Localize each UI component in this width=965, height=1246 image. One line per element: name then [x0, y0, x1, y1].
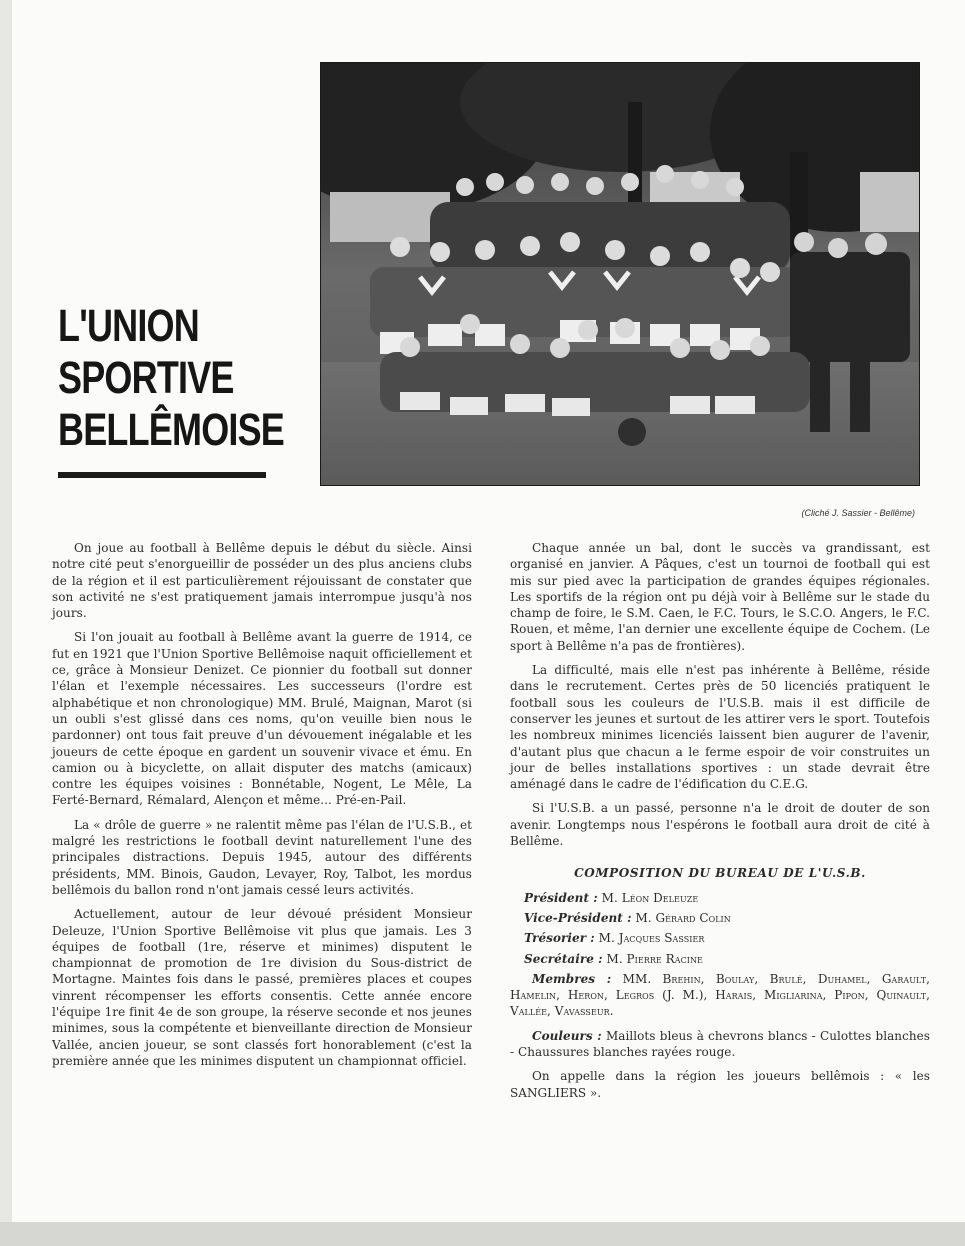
- scan-bottom-edge: [0, 1222, 965, 1246]
- title-line-3: BELLÊMOISE: [58, 404, 285, 455]
- club-colors: [510, 1028, 930, 1061]
- title-line-2: SPORTIVE: [58, 352, 234, 403]
- role-label: Couleurs :: [532, 1028, 602, 1043]
- bureau-treasurer: [524, 930, 930, 946]
- role-label: Secrétaire :: [524, 951, 603, 966]
- role-name: M. Pierre Racine: [606, 951, 703, 966]
- right-column: [510, 540, 930, 1109]
- role-label: Vice-Président :: [524, 910, 632, 925]
- scan-left-edge: [0, 0, 12, 1246]
- members-list: MM. Brehin, Boulay, Brulé, Duhamel, Garault, Hamelin, Heron, Legros (J. M.), Harais, Migliarina, Pipon, Quinault, Vallée, Vavasseur.: [510, 971, 930, 1019]
- paragraph: Actuellement, autour de leur dévoué président Monsieur Deleuze, l'Union Sportive Bellêmoise vit plus que jamais. Les 3 équipes de football (1re, réserve et minimes) disputent le championnat de promotion de 1re division du Sous-district de Mortagne. Maintes fois dans le passé, premières places et coupes vinrent récompenser les efforts consentis. Cette année encore l'équipe 1re finit 4e de son groupe, la réserve seconde et nos jeunes minimes, sous la compétente et bienveillante direction de Monsieur Vallée, ancien joueur, se sont classés fort honorablement (c'est la première année que les minimes disputent un championnat officiel.: [52, 907, 472, 1068]
- paragraph: Chaque année un bal, dont le succès va grandissant, est organisé en janvier. A Pâques, c'est un tournoi de football qui est mis sur pied avec la participation de grandes équipes régionales. Les sportifs de la région ont pu déjà voir à Bellême sur le stade du champ de foire, le S.M. Caen, le F.C. Tours, le S.C.O. Angers, le F.C. Rouen, et même, l'an dernier une excellente équipe de Cochem. (Le sport à Bellême n'a pas de frontières).: [510, 541, 930, 653]
- team-photo-illustration: [320, 62, 920, 486]
- role-name: M. Jacques Sassier: [598, 931, 705, 946]
- role-name: M. Gérard Colin: [635, 910, 731, 925]
- paragraph: Si l'U.S.B. a un passé, personne n'a le droit de douter de son avenir. Longtemps nous l'espérons le football aura droit de cité à Bellême.: [510, 801, 930, 849]
- title-line-1: L'UNION: [58, 300, 199, 351]
- bureau-president: [524, 890, 930, 906]
- bureau-heading: COMPOSITION DU BUREAU DE L'U.S.B.: [574, 866, 866, 881]
- club-nickname: On appelle dans la région les joueurs bellêmois : « les SANGLIERS ».: [510, 1069, 930, 1100]
- role-name: M. Léon Deleuze: [601, 890, 699, 905]
- bureau-members: [510, 971, 930, 1020]
- role-label: Président :: [524, 890, 598, 905]
- team-photo: [320, 62, 920, 486]
- photo-caption: (Cliché J. Sassier - Bellême): [801, 508, 915, 518]
- paragraph: On joue au football à Bellême depuis le début du siècle. Ainsi notre cité peut s'enorgueillir de posséder un des plus anciens clubs de la région et il est particulièrement réjouissant de constater que son activité ne s'est pratiquement jamais interrompue jusqu'à nos jours.: [52, 541, 472, 621]
- role-label: Trésorier :: [524, 931, 595, 946]
- role-label: Membres :: [532, 971, 612, 986]
- article-title: [58, 300, 284, 456]
- title-underline: [58, 472, 266, 478]
- colors-text: Maillots bleus à chevrons blancs - Culottes blanches - Chaussures blanches rayées rouge.: [510, 1028, 930, 1060]
- paragraph: Si l'on jouait au football à Bellême avant la guerre de 1914, ce fut en 1921 que l'Union Sportive Bellêmoise naquit officiellement et ce, grâce à Monsieur Denizet. Ce pionnier du football sut donner l'élan et l'exemple nécessaires. Les successeurs (l'ordre est alphabétique et non chronologique) MM. Brulé, Maignan, Marot (si un oubli s'est glissé dans ces noms, qu'on veuille bien nous le pardonner) ont tous fait preuve d'un dévouement inégalable et les joueurs de cette époque en gardent un souvenir vivace et ému. En camion ou à bicyclette, on allait disputer des matchs (amicaux) contre les équipes voisines : Bonnétable, Nogent, Le Mêle, La Ferté-Bernard, Rémalard, Alençon et même... Pré-en-Pail.: [52, 630, 472, 808]
- paragraph: La difficulté, mais elle n'est pas inhérente à Bellême, réside dans le recrutement. Certes près de 50 licenciés pratiquent le football sous les couleurs de l'U.S.B. mais il est difficile de conserver les jeunes et surtout de les attirer vers le sport. Toutefois les nombreux minimes licenciés laissent bien augurer de l'avenir, d'autant plus que chacun a le ferme espoir de voir construites un jour de belles installations sportives : un stade devrait être aménagé dans le cadre de l'édification du C.E.G.: [510, 663, 930, 792]
- left-column: [52, 540, 472, 1077]
- bureau-vice-president: [524, 910, 930, 926]
- bureau-secretary: [524, 951, 930, 967]
- paragraph: La « drôle de guerre » ne ralentit même pas l'élan de l'U.S.B., et malgré les restrictions le football devint naturellement l'une des principales distractions. Depuis 1945, autour des différents présidents, MM. Binois, Gaudon, Levayer, Roy, Talbot, les mordus bellêmois du ballon rond n'ont jamais cessé leurs activités.: [52, 817, 472, 897]
